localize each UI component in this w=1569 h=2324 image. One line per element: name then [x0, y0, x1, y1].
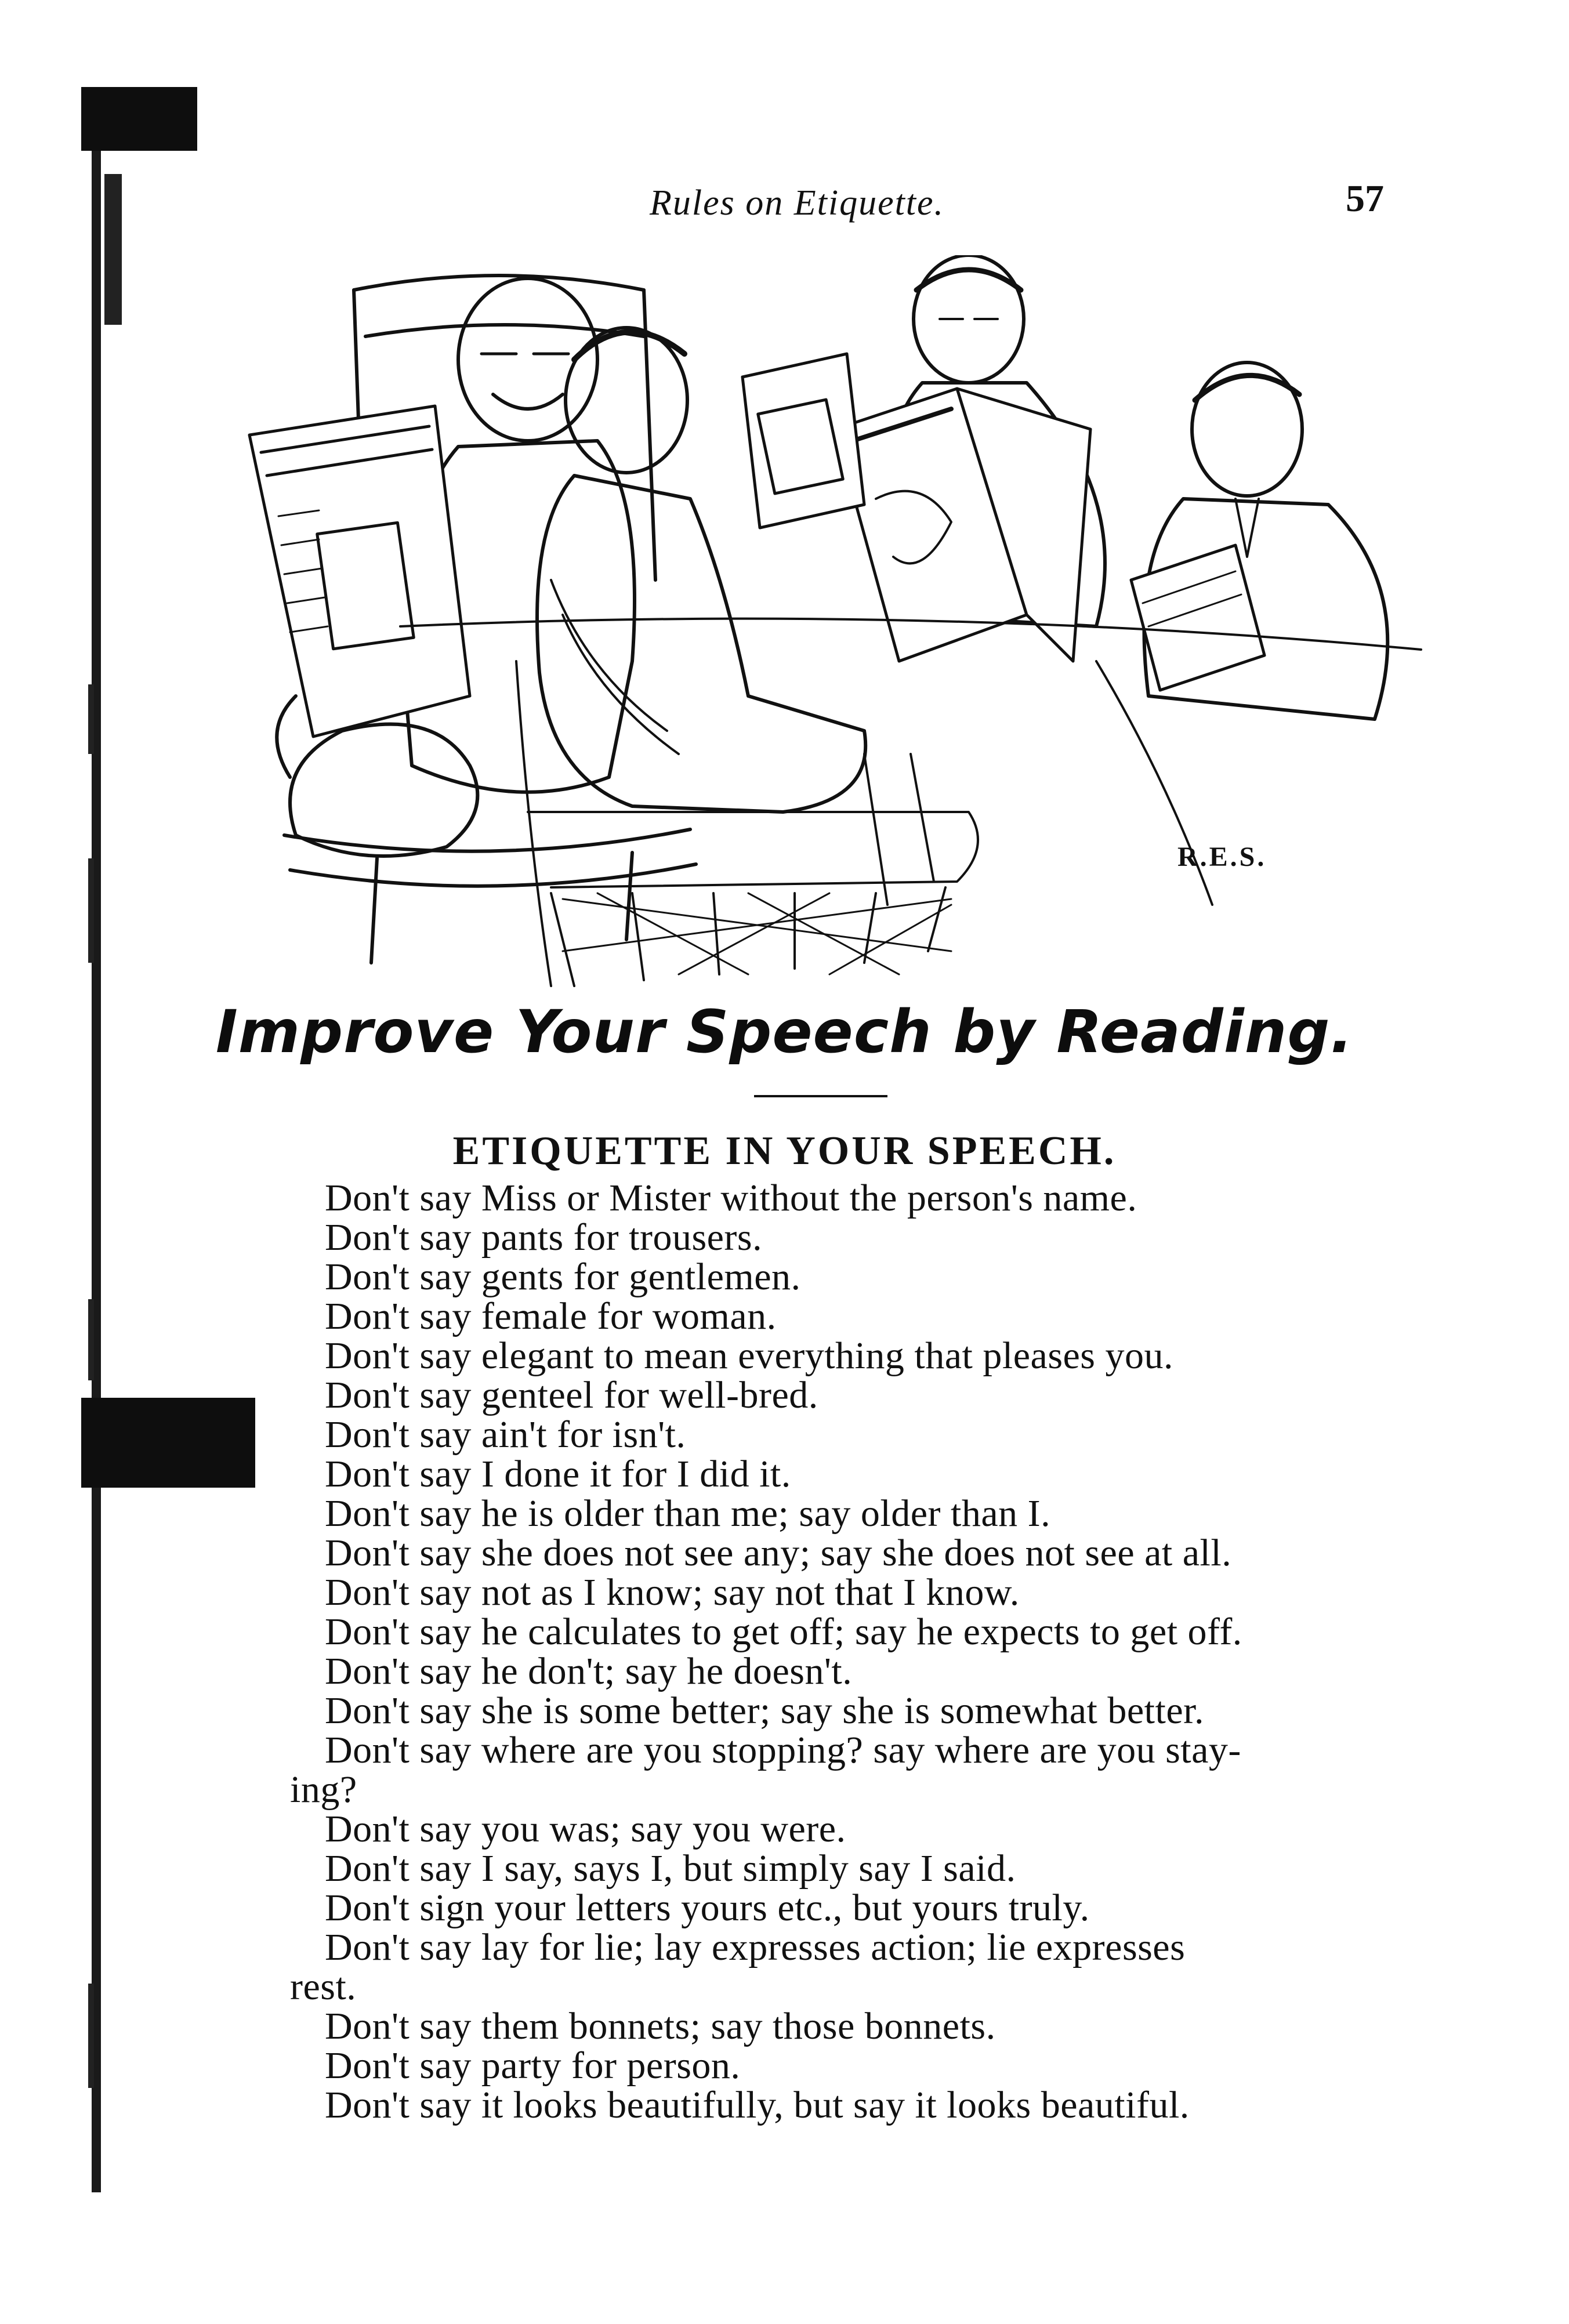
- etiquette-line: Don't say gents for gentlemen.: [325, 1256, 801, 1298]
- family-reading-illustration: [226, 255, 1467, 1009]
- newspaper: [249, 406, 470, 737]
- page-number: 57: [1346, 177, 1384, 220]
- section-heading: ETIQUETTE IN YOUR SPEECH.: [452, 1129, 1117, 1173]
- etiquette-line-continuation: rest.: [290, 1966, 357, 2008]
- etiquette-line: Don't say them bonnets; say those bonnets.: [325, 2005, 996, 2047]
- etiquette-line-continuation: ing?: [290, 1768, 357, 1811]
- binding-dash: [88, 1299, 94, 1380]
- wicker-chair: [516, 661, 978, 986]
- etiquette-line: Don't say Miss or Mister without the person's name.: [325, 1177, 1137, 1219]
- etiquette-line: Don't say pants for trousers.: [325, 1216, 763, 1259]
- binding-mark-middle: [81, 1398, 255, 1488]
- binding-dash: [88, 1984, 94, 2088]
- etiquette-line: Don't say he calculates to get off; say he expects to get off.: [325, 1611, 1242, 1653]
- etiquette-line: Don't say she does not see any; say she does not see at all.: [325, 1532, 1232, 1574]
- etiquette-line: Don't say elegant to mean everything that pleases you.: [325, 1335, 1173, 1377]
- etiquette-line: Don't say he is older than me; say older than I.: [325, 1492, 1051, 1535]
- binding-dash: [88, 684, 94, 754]
- etiquette-line: Don't say ain't for isn't.: [325, 1413, 686, 1456]
- etiquette-list: [290, 1179, 1427, 2125]
- etiquette-line: Don't say not as I know; say not that I know.: [325, 1571, 1020, 1614]
- binding-mark-top-secondary: [104, 174, 122, 325]
- running-head: Rules on Etiquette.: [650, 183, 945, 223]
- etiquette-line: Don't sign your letters yours etc., but yours truly.: [325, 1887, 1090, 1929]
- binding-mark-top: [81, 87, 197, 151]
- page-title: Improve Your Speech by Reading.: [215, 998, 1354, 1067]
- artist-signature: R.E.S.: [1177, 842, 1267, 872]
- etiquette-line: Don't say she is some better; say she is somewhat better.: [325, 1689, 1204, 1732]
- small-book: [742, 354, 864, 528]
- etiquette-line: Don't say I done it for I did it.: [325, 1453, 791, 1495]
- etiquette-line: Don't say where are you stopping? say where are you stay-: [325, 1729, 1241, 1771]
- etiquette-line: Don't say I say, says I, but simply say I said.: [325, 1847, 1016, 1890]
- title-divider: [754, 1095, 887, 1097]
- binding-dash: [88, 858, 94, 963]
- etiquette-line: Don't say genteel for well-bred.: [325, 1374, 818, 1416]
- etiquette-line: Don't say he don't; say he doesn't.: [325, 1650, 853, 1692]
- etiquette-line: Don't say party for person.: [325, 2044, 741, 2087]
- table: [400, 619, 1421, 905]
- etiquette-line: Don't say you was; say you were.: [325, 1808, 846, 1850]
- etiquette-line: Don't say it looks beautifully, but say it looks beautiful.: [325, 2084, 1190, 2126]
- etiquette-line: Don't say female for woman.: [325, 1295, 777, 1337]
- etiquette-line: Don't say lay for lie; lay expresses action; lie expresses: [325, 1926, 1186, 1968]
